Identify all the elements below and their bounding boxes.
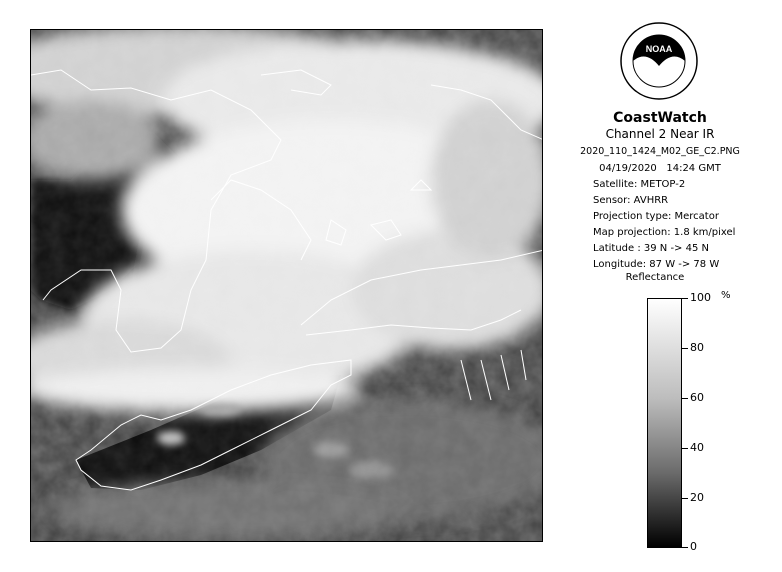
scale-tick bbox=[682, 298, 688, 299]
projection-type-text: Projection type: Mercator bbox=[593, 211, 719, 222]
file-name: 2020_110_1424_M02_GE_C2.PNG bbox=[580, 146, 740, 157]
scale-tick bbox=[682, 498, 688, 499]
date-time bbox=[560, 162, 760, 175]
longitude-text: Longitude: 87 W -> 78 W bbox=[593, 259, 720, 270]
time-text: 14:24 GMT bbox=[666, 163, 721, 174]
reflectance-scale-bar bbox=[647, 298, 682, 548]
scale-tick bbox=[682, 398, 688, 399]
scale-label: 60 bbox=[690, 391, 704, 404]
noaa-logo bbox=[620, 22, 698, 100]
noaa-center-text: NOAA bbox=[645, 44, 673, 54]
legend-unit: % bbox=[721, 290, 731, 301]
map-projection-text: Map projection: 1.8 km/pixel bbox=[593, 227, 736, 238]
legend-title: Reflectance bbox=[625, 272, 685, 283]
scale-label: 0 bbox=[690, 540, 697, 553]
map-svg bbox=[31, 30, 543, 542]
satellite-image bbox=[30, 29, 543, 542]
scale-tick bbox=[682, 547, 688, 548]
scale-label: 80 bbox=[690, 341, 704, 354]
channel-label: Channel 2 Near IR bbox=[605, 127, 715, 141]
noaa-seal-icon bbox=[620, 22, 698, 100]
scale-label: 40 bbox=[690, 441, 704, 454]
brand-title: CoastWatch bbox=[613, 110, 707, 126]
scale-label: 20 bbox=[690, 491, 704, 504]
latitude-text: Latitude : 39 N -> 45 N bbox=[593, 243, 709, 254]
date-text: 04/19/2020 bbox=[599, 163, 657, 174]
scale-tick bbox=[682, 448, 688, 449]
scale-label: 100 bbox=[690, 291, 711, 304]
sensor-text: Sensor: AVHRR bbox=[593, 195, 669, 206]
scale-tick bbox=[682, 348, 688, 349]
satellite-text: Satellite: METOP-2 bbox=[593, 179, 686, 190]
